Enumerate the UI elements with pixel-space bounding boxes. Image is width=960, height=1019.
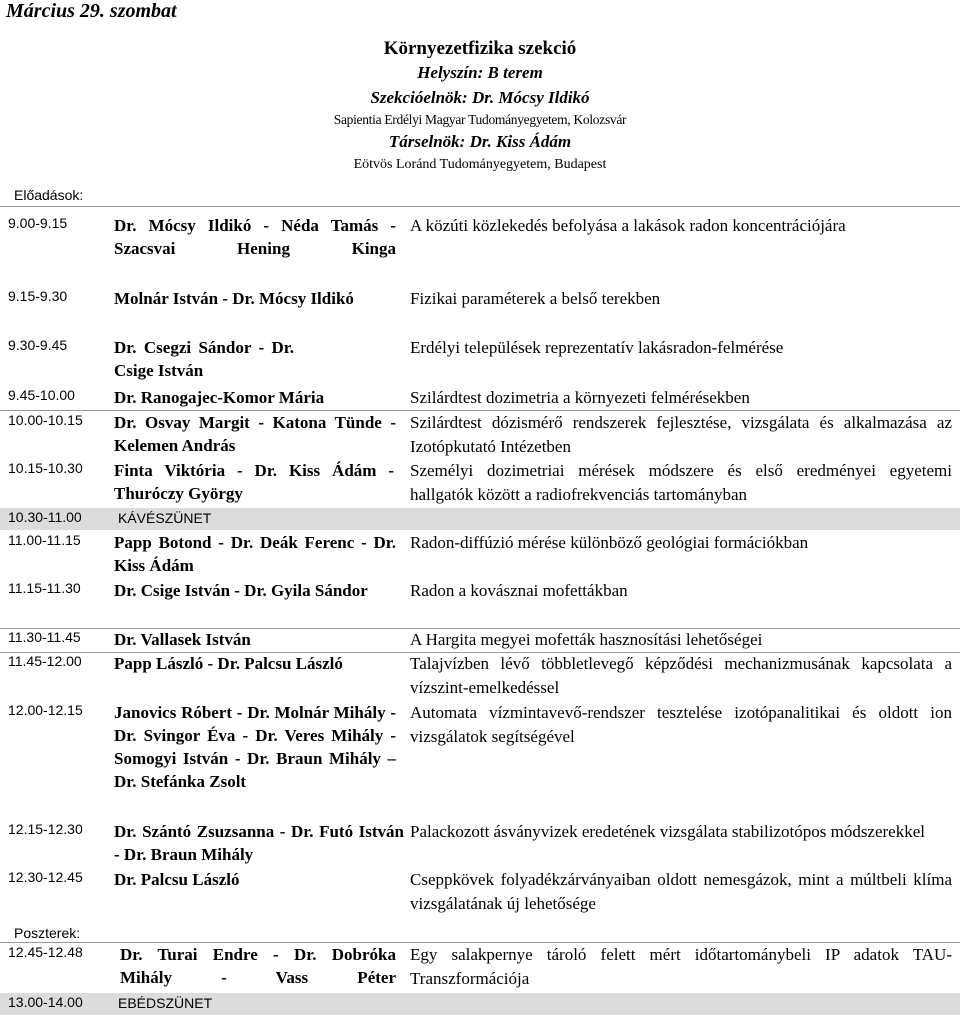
row-time: 11.45-12.00 [8,653,82,669]
section-location: Helyszín: B terem [417,63,543,82]
row-presenters: Janovics Róbert - Dr. Molnár Mihály - Dr. Svingor Éva - Dr. Veres Mihály - Somogyi István - Dr. Braun Mihály – Dr. Stefánka Zsolt [114,703,396,791]
talks-label: Előadások: [14,187,84,203]
row-presenters: Papp László - Dr. Palcsu László [114,654,343,673]
schedule-row [0,531,960,579]
schedule-row [0,287,960,335]
cochair-affiliation: Eötvös Loránd Tudományegyetem, Budapest [353,157,607,172]
row-presenters: Molnár István - Dr. Mócsy Ildikó [114,289,354,308]
row-title: Automata vízmintavevő-rendszer tesztelése izotópanalitikai és oldott ion vizsgálatok segítségével [410,703,952,746]
schedule-row [0,336,960,384]
row-presenters: Dr. Csige István - Dr. Gyila Sándor [114,581,368,600]
row-title: Radon-diffúzió mérése különböző geológiai formációkban [410,533,809,552]
row-time: 9.30-9.45 [8,337,68,353]
row-presenters: Dr. Osvay Margit - Katona Tünde - Kelemen András [114,413,396,455]
row-title: Személyi dozimetriai mérések módszere és első eredményei egyetemi hallgatók között a radiofrekvenciás tartományban [410,461,952,504]
schedule-row [0,579,960,627]
row-title: Szilárdtest dozimetria a környezeti felmérésekben [410,388,750,407]
schedule-row [0,459,960,507]
break-label: KÁVÉSZÜNET [118,510,212,526]
schedule-row [0,820,960,868]
row-time: 9.15-9.30 [8,288,68,304]
row-time: 11.15-11.30 [8,580,81,596]
row-title: Fizikai paraméterek a belső terekben [410,289,661,308]
break-label: EBÉDSZÜNET [118,995,213,1011]
schedule-row [0,652,960,700]
schedule-row [0,868,960,918]
row-presenters: Papp Botond - Dr. Deák Ferenc - Dr. Kiss Ádám [114,533,396,575]
row-presenters: Dr. Ranogajec-Komor Mária [114,388,325,407]
row-time: 11.30-11.45 [8,629,81,645]
row-presenters: Dr. Szántó Zsuzsanna - Dr. Futó István - Dr. Braun Mihály [114,822,404,864]
coffee-break-row [0,508,960,530]
row-time: 11.00-11.15 [8,532,81,548]
row-presenters: Dr. Mócsy Ildikó - Néda Tamás - Szacsvai Hening Kinga [114,216,396,258]
schedule-row [0,701,960,819]
posters-label: Poszterek: [14,925,81,941]
section-chair: Szekcióelnök: Dr. Mócsy Ildikó [370,88,590,107]
row-time: 10.00-10.15 [8,412,83,428]
row-presenters: Dr. Csegzi Sándor - Dr. Csige István [114,338,294,380]
row-time: 12.15-12.30 [8,821,83,837]
row-time: 9.45-10.00 [8,387,75,403]
row-time: 12.45-12.48 [8,944,83,960]
schedule-row [0,386,960,410]
row-title: Egy salakpernye tároló felett mért időtartománybeli IP adatok TAU-Transzformációja [410,945,952,988]
schedule-row [0,214,960,284]
row-title: A közúti közlekedés befolyása a lakások radon koncentrációjára [410,216,846,235]
row-title: Palackozott ásványvizek eredetének vizsgálata stabilizotópos módszerekkel [410,822,925,841]
row-title: Szilárdtest dózismérő rendszerek fejlesztése, vizsgálata és alkalmazása az Izotópkutató Intézetben [410,413,952,456]
row-presenters: Dr. Turai Endre - Dr. Dobróka Mihály - Vass Péter [120,945,396,987]
row-title: Cseppkövek folyadékzárványaiban oldott nemesgázok, mint a múltbeli klíma vizsgálatának új lehetősége [410,870,952,913]
schedule-row [0,628,960,652]
schedule-row [0,411,960,459]
row-presenters: Finta Viktória - Dr. Kiss Ádám - Thuróczy György [114,461,394,503]
divider [0,206,960,207]
row-title: A Hargita megyei mofetták hasznosítási lehetőségei [410,630,763,649]
row-time: 10.30-11.00 [8,509,82,525]
lunch-break-row [0,993,960,1015]
row-title: Radon a kovásznai mofettákban [410,581,628,600]
row-title: Talajvízben lévő többletlevegő képződési mechanizmusának kapcsolata a vízszint-emelkedéssel [410,654,952,697]
schedule-row [0,943,960,991]
row-time: 12.30-12.45 [8,869,83,885]
row-time: 12.00-12.15 [8,702,83,718]
row-title: Erdélyi települések reprezentatív lakásradon-felmérése [410,338,784,357]
row-time: 9.00-9.15 [8,215,68,231]
chair-affiliation: Sapientia Erdélyi Magyar Tudományegyetem, Kolozsvár [333,112,627,127]
section-cochair: Társelnök: Dr. Kiss Ádám [388,132,572,151]
row-time: 10.15-10.30 [8,460,83,476]
row-presenters: Dr. Vallasek István [114,630,251,649]
page-date: Március 29. szombat [6,0,177,22]
row-time: 13.00-14.00 [8,994,83,1010]
row-presenters: Dr. Palcsu László [114,870,240,889]
section-title: Környezetfizika szekció [383,38,577,59]
